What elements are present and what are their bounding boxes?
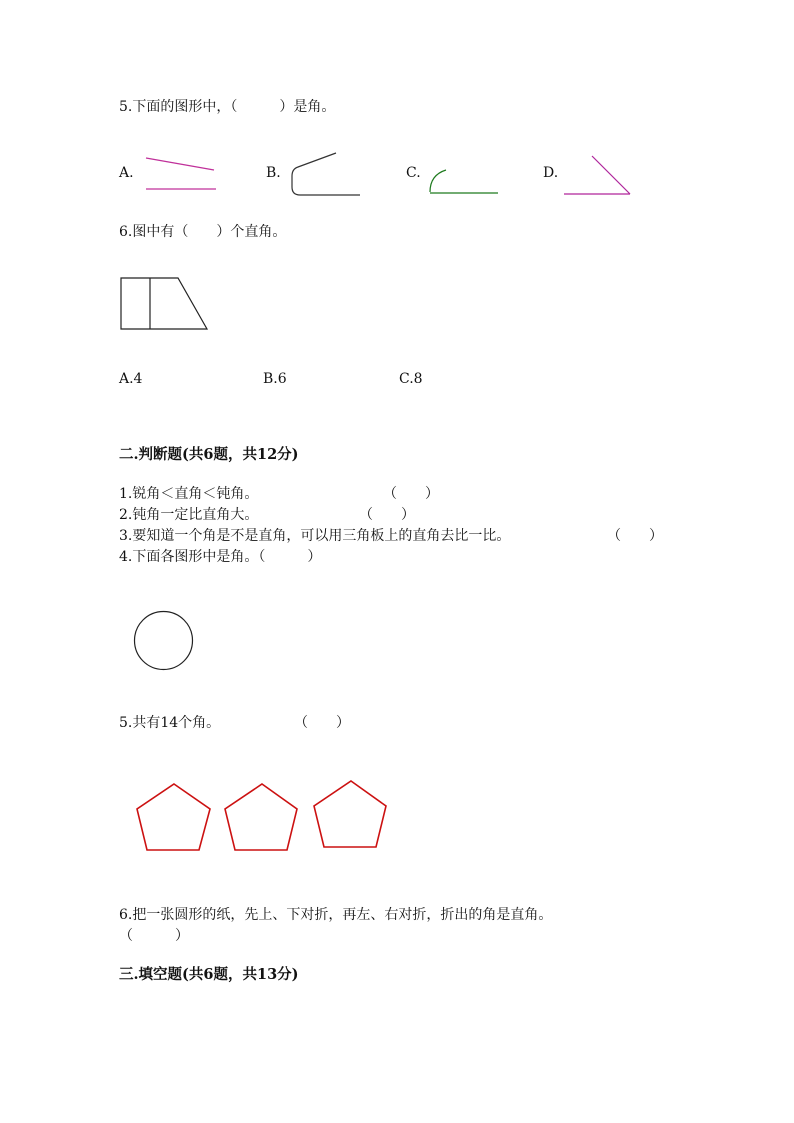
s2-item5-answer-blank: （ ） — [294, 715, 350, 731]
pentagon-2 — [225, 784, 297, 850]
q5-stem: 5.下面的图形中，（ ）是角。 — [119, 99, 336, 115]
q6-option-c: C.8 — [399, 371, 423, 387]
section3-title: 三.填空题(共6题，共13分) — [119, 966, 299, 983]
section2-title: 二.判断题(共6题，共12分) — [119, 446, 299, 463]
q5-option-c-label: C. — [406, 165, 421, 181]
circle-figure — [130, 608, 198, 674]
s2-item4-text: 4.下面各图形中是角。（ ） — [119, 549, 322, 565]
pentagons-figure — [130, 775, 400, 857]
q5-option-d-figure — [560, 152, 636, 198]
s2-item1-answer-blank: （ ） — [383, 486, 439, 502]
q5-option-d-label: D. — [543, 165, 559, 181]
s2-item2-answer-blank: （ ） — [359, 507, 415, 523]
s2-item6-text: 6.把一张圆形的纸，先上、下对折，再左、右对折，折出的角是直角。 — [119, 907, 553, 923]
pentagon-3 — [314, 781, 386, 847]
q6-figure — [118, 276, 214, 334]
q6-option-b: B.6 — [263, 371, 287, 387]
q5-option-b-figure — [286, 150, 366, 198]
q5-option-b-label: B. — [266, 165, 281, 181]
s2-item2-text: 2.钝角一定比直角大。 — [119, 507, 259, 523]
q5-option-c-figure — [424, 165, 504, 197]
s2-item3-text: 3.要知道一个角是不是直角，可以用三角板上的直角去比一比。 — [119, 528, 511, 544]
s2-item5-text: 5.共有14个角。 — [119, 715, 221, 731]
q5-option-a-label: A. — [119, 165, 134, 181]
q6-stem: 6.图中有（ ）个直角。 — [119, 224, 287, 240]
s2-item1-text: 1.锐角＜直角＜钝角。 — [119, 486, 259, 502]
pentagon-1 — [137, 784, 210, 850]
s2-item3-answer-blank: （ ） — [607, 528, 663, 544]
s2-item6-answer-blank: （ ） — [119, 928, 189, 944]
q6-option-a: A.4 — [119, 371, 143, 387]
q5-option-a-figure — [140, 150, 222, 196]
